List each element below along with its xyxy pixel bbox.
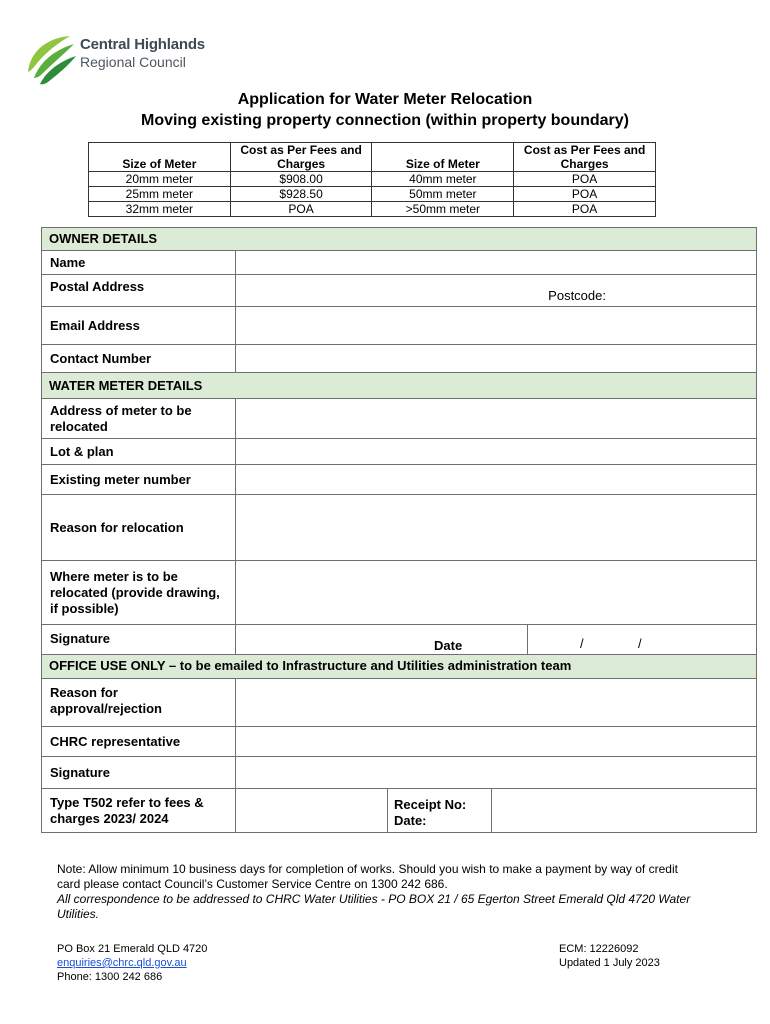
- payment-type-label: Type T502 refer to fees & charges 2023/ 2024: [42, 789, 236, 832]
- office-signature-field[interactable]: [236, 757, 756, 788]
- owner-name-label: Name: [42, 251, 236, 274]
- fee-table-row: [89, 187, 656, 202]
- signature-row: [41, 625, 757, 655]
- new-location-label: Where meter is to be relocated (provide drawing, if possible): [42, 561, 236, 624]
- leaf-logo-icon: [24, 32, 80, 88]
- signature-label: Signature: [42, 625, 236, 654]
- footer-address: PO Box 21 Emerald QLD 4720: [57, 943, 208, 955]
- fee-table: [88, 142, 656, 217]
- chrc-rep-label: CHRC representative: [42, 727, 236, 756]
- email-label: Email Address: [42, 307, 236, 344]
- lot-plan-field[interactable]: [236, 439, 756, 464]
- fee-cell: 20mm meter: [89, 172, 231, 187]
- fee-cell: POA: [230, 202, 372, 217]
- fee-header-size-1: Size of Meter: [89, 143, 231, 172]
- new-location-field[interactable]: [236, 561, 756, 624]
- document-subtitle: Moving existing property connection (within property boundary): [140, 112, 629, 129]
- date-label: Date: [434, 638, 463, 653]
- office-signature-row: [41, 757, 757, 789]
- footer-updated: Updated 1 July 2023: [559, 957, 660, 969]
- fee-cell: >50mm meter: [372, 202, 514, 217]
- owner-name-row: [41, 251, 757, 275]
- existing-meter-row: [41, 465, 757, 495]
- fee-header-size-2: Size of Meter: [372, 143, 514, 172]
- fee-cell: $908.00: [230, 172, 372, 187]
- fee-cell: POA: [514, 202, 656, 217]
- date-field[interactable]: [528, 625, 756, 654]
- postal-address-label: Postal Address: [42, 275, 236, 306]
- footer-ecm: ECM: 12226092: [559, 943, 639, 955]
- note-payment: Note: Allow minimum 10 business days for completion of works. Should you wish to make a payment by way of credit card please contact Council’s Customer Service Centre on 1300 242 686.: [57, 862, 678, 891]
- payment-type-field[interactable]: [236, 789, 388, 832]
- footer-contact: [57, 942, 207, 984]
- receipt-field[interactable]: [492, 789, 756, 832]
- footer-phone: Phone: 1300 242 686: [57, 971, 163, 983]
- contact-field[interactable]: [236, 345, 756, 372]
- note-correspondence: All correspondence to be addressed to CHRC Water Utilities - PO BOX 21 / 65 Egerton Street Emerald Qld 4720 Water Utilities.: [57, 892, 691, 921]
- fee-table-header: [89, 143, 656, 172]
- office-signature-label: Signature: [42, 757, 236, 788]
- fee-table-row: [89, 202, 656, 217]
- receipt-label: [388, 789, 492, 832]
- owner-name-field[interactable]: [236, 251, 756, 274]
- approval-reason-row: [41, 679, 757, 727]
- postcode-label: Postcode:: [548, 288, 606, 303]
- reason-field[interactable]: [236, 495, 756, 560]
- note-block: [57, 862, 697, 922]
- new-location-row: [41, 561, 757, 625]
- fee-cell: $928.50: [230, 187, 372, 202]
- existing-meter-field[interactable]: [236, 465, 756, 494]
- fee-cell: 50mm meter: [372, 187, 514, 202]
- fee-header-cost-2: Cost as Per Fees and Charges: [514, 143, 656, 172]
- water-meter-details-heading: WATER METER DETAILS: [41, 373, 757, 399]
- contact-label: Contact Number: [42, 345, 236, 372]
- postal-address-row: [41, 275, 757, 307]
- approval-reason-field[interactable]: [236, 679, 756, 726]
- lot-plan-row: [41, 439, 757, 465]
- fee-cell: POA: [514, 172, 656, 187]
- payment-row: [41, 789, 757, 833]
- email-field[interactable]: [236, 307, 756, 344]
- receipt-no-label: Receipt No:: [394, 797, 467, 812]
- office-use-heading: OFFICE USE ONLY – to be emailed to Infrastructure and Utilities administration team: [41, 655, 757, 679]
- contact-row: [41, 345, 757, 373]
- reason-label: Reason for relocation: [42, 495, 236, 560]
- fee-cell: 25mm meter: [89, 187, 231, 202]
- fee-cell: POA: [514, 187, 656, 202]
- meter-address-label: Address of meter to be relocated: [42, 399, 236, 438]
- fee-cell: 40mm meter: [372, 172, 514, 187]
- date-separator: /: [580, 636, 584, 651]
- council-logo: [24, 32, 244, 92]
- logo-name-line2: Regional Council: [80, 54, 186, 70]
- fee-header-cost-1: Cost as Per Fees and Charges: [230, 143, 372, 172]
- owner-details-heading: OWNER DETAILS: [41, 227, 757, 251]
- reason-row: [41, 495, 757, 561]
- fee-cell: 32mm meter: [89, 202, 231, 217]
- email-row: [41, 307, 757, 345]
- logo-name-line1: Central Highlands: [80, 36, 205, 53]
- footer-document-info: [559, 942, 660, 970]
- meter-address-field[interactable]: [236, 399, 756, 438]
- meter-address-row: [41, 399, 757, 439]
- existing-meter-label: Existing meter number: [42, 465, 236, 494]
- chrc-rep-field[interactable]: [236, 727, 756, 756]
- fee-table-row: [89, 172, 656, 187]
- lot-plan-label: Lot & plan: [42, 439, 236, 464]
- approval-reason-label: Reason for approval/rejection: [42, 679, 236, 726]
- receipt-date-label: Date:: [394, 813, 427, 828]
- footer-email-link[interactable]: enquiries@chrc.qld.gov.au: [57, 957, 187, 969]
- date-separator: /: [638, 636, 642, 651]
- chrc-rep-row: [41, 727, 757, 757]
- postal-address-field[interactable]: [236, 275, 756, 306]
- document-title: Application for Water Meter Relocation: [237, 91, 533, 108]
- signature-field[interactable]: [236, 625, 528, 654]
